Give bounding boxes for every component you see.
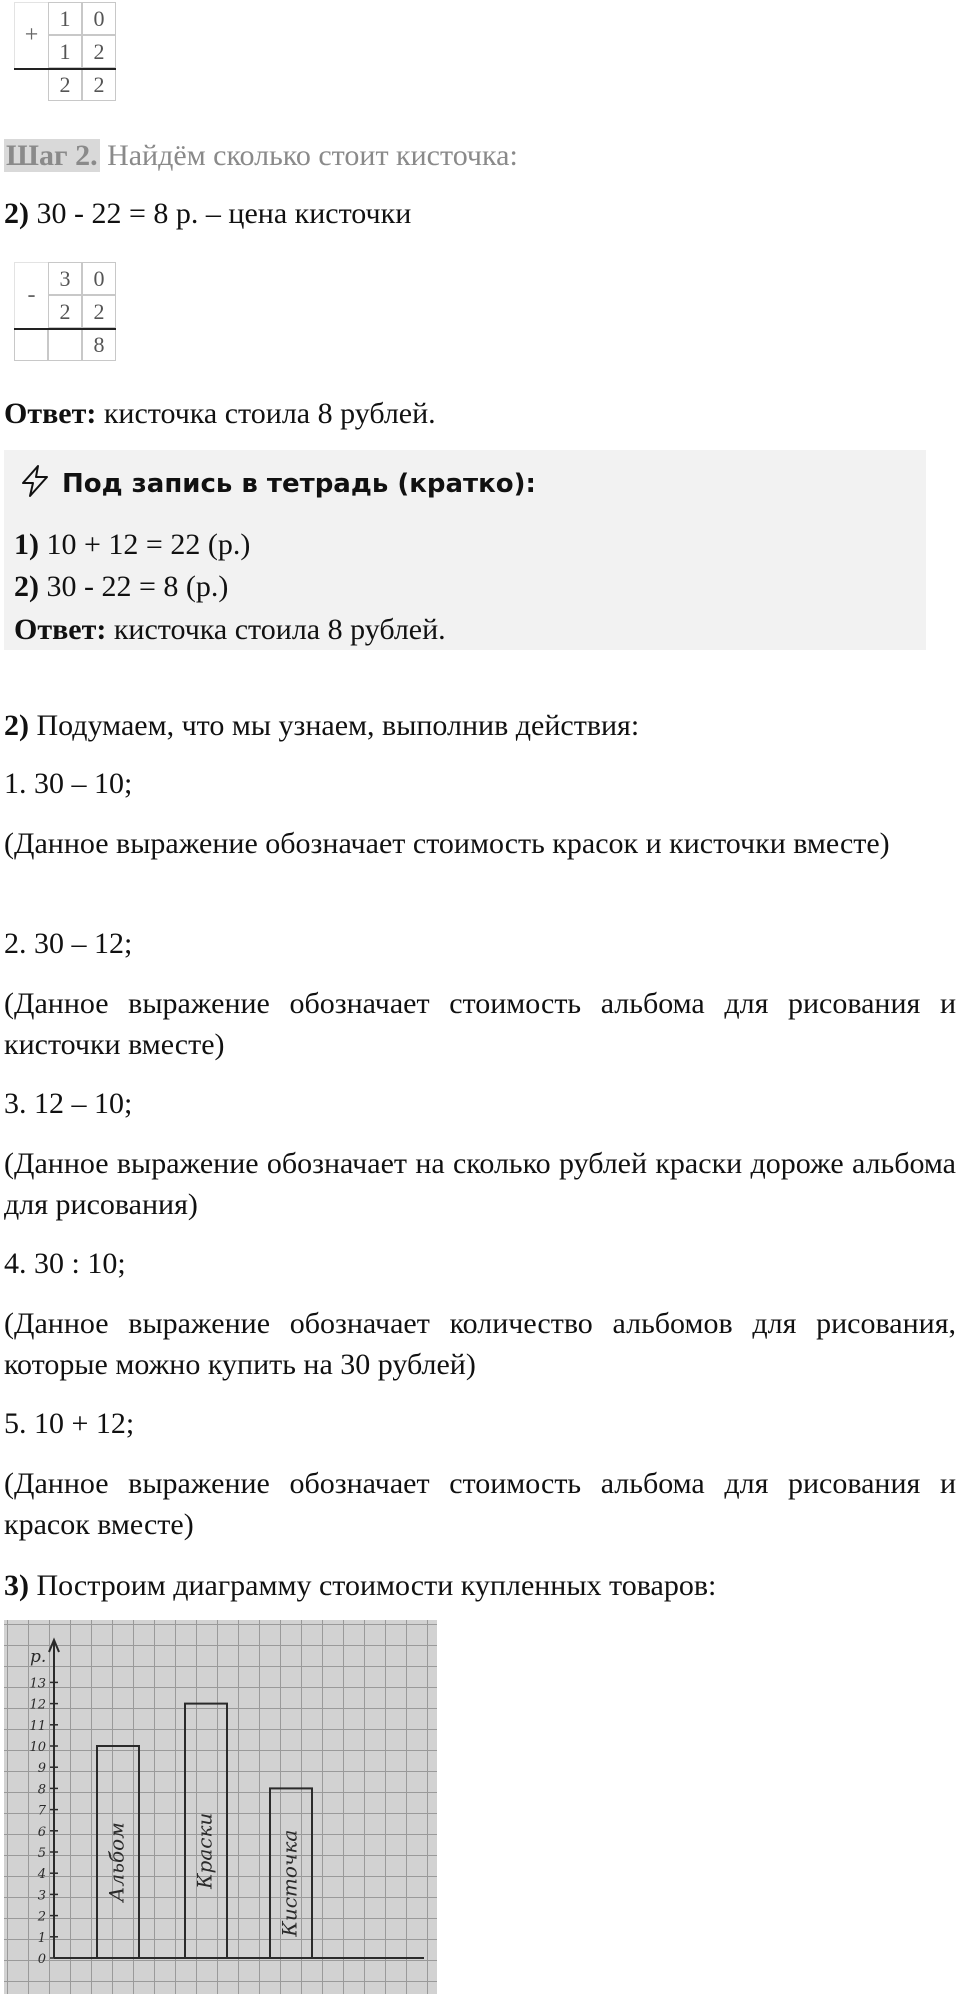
- digit: 1: [48, 35, 82, 68]
- note-line-1: [14, 525, 250, 565]
- result-digit: 2: [82, 68, 116, 101]
- part-text: Подумаем, что мы узнаем, выполнив действия:: [36, 709, 640, 742]
- y-tick-label: 0: [37, 1952, 46, 1967]
- y-tick-label: 4: [37, 1867, 46, 1883]
- action-description: (Данное выражение обозначает на сколько рублей краски дороже альбома для рисования): [4, 1147, 956, 1221]
- addition-table: [14, 2, 116, 101]
- action-description: (Данное выражение обозначает стоимость красок и кисточки вместе): [4, 827, 890, 860]
- part-number: 2): [4, 709, 29, 742]
- answer-label: Ответ:: [4, 397, 97, 430]
- y-tick-label: 13: [29, 1676, 46, 1692]
- y-tick-label: 7: [37, 1803, 46, 1819]
- lightning-icon: [18, 464, 52, 505]
- action-expression: 4. 30 : 10;: [4, 1247, 126, 1280]
- action-expression: 3. 12 – 10;: [4, 1087, 133, 1120]
- note-title: Под запись в тетрадь (кратко):: [62, 469, 536, 499]
- y-tick-label: 6: [37, 1824, 46, 1840]
- note-answer-label: Ответ:: [14, 613, 107, 646]
- equation-number: 2): [4, 197, 29, 230]
- difference-rule: [14, 328, 116, 330]
- note-answer-text: кисточка стоила 8 рублей.: [113, 613, 446, 646]
- note-line-text: 30 - 22 = 8 (р.): [46, 570, 229, 603]
- equation-text: 30 - 22 = 8 р. – цена кисточки: [36, 197, 412, 230]
- y-tick-label: 12: [29, 1697, 46, 1713]
- empty-cell: [14, 328, 48, 361]
- bar-chart: [4, 1620, 437, 1994]
- result-digit: [48, 328, 82, 361]
- note-line-2: [14, 567, 228, 607]
- y-tick-label: 1: [37, 1930, 46, 1946]
- answer-line: [4, 394, 956, 434]
- bar-label: Краски: [192, 1812, 217, 1889]
- digit: 2: [82, 295, 116, 328]
- note-line-text: 10 + 12 = 22 (р.): [46, 528, 251, 561]
- part2-heading: [4, 706, 956, 746]
- notebook-note: [4, 450, 926, 650]
- digit: 2: [82, 35, 116, 68]
- digit: 0: [82, 262, 116, 295]
- action-description: (Данное выражение обозначает количество альбомов для рисования, которые можно купить на 30 рублей): [4, 1307, 956, 1381]
- y-axis-label: р.: [30, 1647, 47, 1667]
- y-tick-label: 8: [37, 1782, 46, 1798]
- result-digit: 2: [48, 68, 82, 101]
- y-tick-label: 5: [37, 1846, 46, 1861]
- digit: 2: [48, 295, 82, 328]
- equation-2: [4, 194, 956, 234]
- part-text: Построим диаграмму стоимости купленных товаров:: [36, 1569, 717, 1602]
- action-expression: 1. 30 – 10;: [4, 767, 133, 800]
- y-tick-label: 9: [37, 1761, 46, 1777]
- plus-sign: +: [14, 2, 48, 68]
- step-label: Шаг 2.: [6, 139, 98, 172]
- part3-heading: [4, 1566, 956, 1606]
- sum-rule: [14, 68, 116, 70]
- digit: 0: [82, 2, 116, 35]
- action-description: (Данное выражение обозначает стоимость альбома для рисования и кисточки вместе): [4, 987, 956, 1061]
- bar-chart-photo: [4, 1620, 437, 1994]
- y-tick-label: 2: [37, 1909, 46, 1925]
- y-tick-label: 10: [29, 1740, 46, 1755]
- digit: 3: [48, 262, 82, 295]
- bar-label: Альбом: [104, 1822, 129, 1902]
- y-tick-label: 3: [37, 1888, 46, 1904]
- minus-sign: -: [14, 262, 48, 328]
- y-tick-label: 11: [29, 1718, 46, 1734]
- bar-label: Кисточка: [277, 1829, 302, 1937]
- action-expression: 5. 10 + 12;: [4, 1407, 135, 1440]
- step-text: Найдём сколько стоит кисточка:: [107, 139, 518, 172]
- action-expression: 2. 30 – 12;: [4, 927, 133, 960]
- result-digit: 8: [82, 328, 116, 361]
- answer-text: кисточка стоила 8 рублей.: [103, 397, 436, 430]
- note-header: [18, 464, 536, 504]
- note-line-number: 2): [14, 570, 39, 603]
- digit: 1: [48, 2, 82, 35]
- note-answer: [14, 610, 446, 650]
- part-number: 3): [4, 1569, 29, 1602]
- step2-line: [4, 136, 956, 176]
- note-line-number: 1): [14, 528, 39, 561]
- action-description: (Данное выражение обозначает стоимость альбома для рисования и красок вместе): [4, 1467, 956, 1541]
- subtraction-table: [14, 262, 116, 361]
